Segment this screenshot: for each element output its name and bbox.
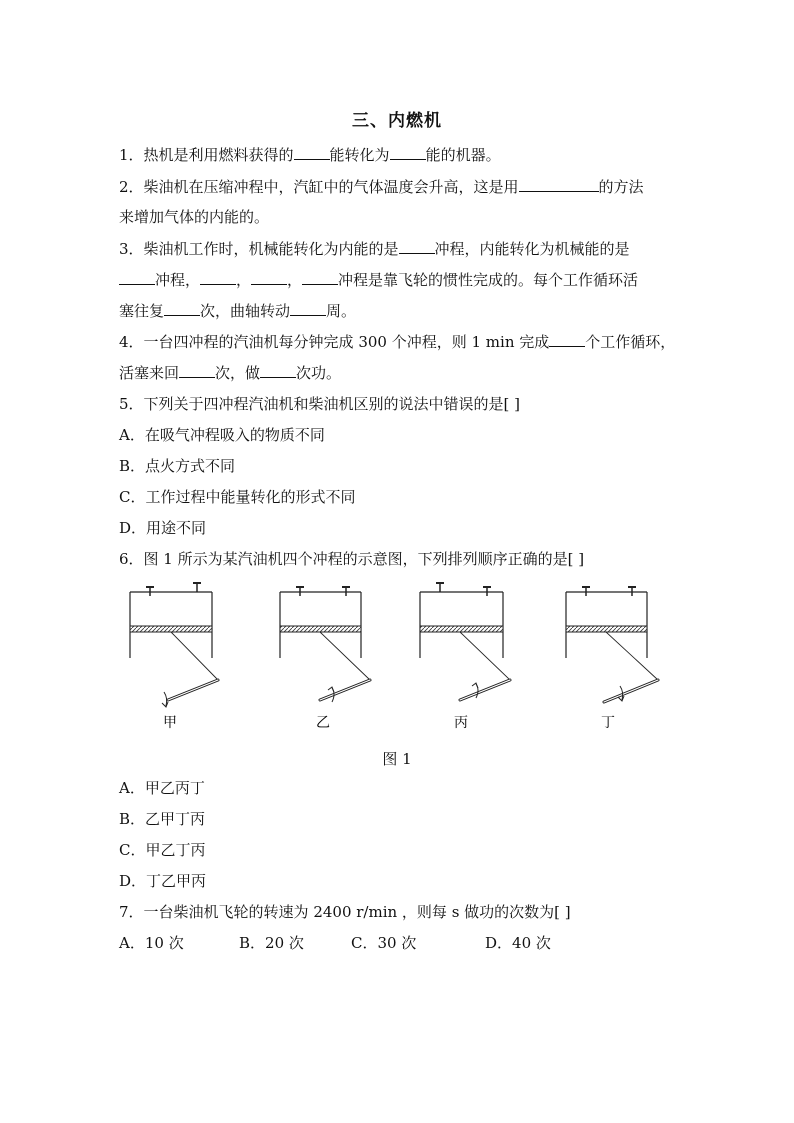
engine-stroke-diagram — [120, 580, 680, 740]
answer-blank[interactable] — [302, 269, 338, 285]
cylinder-bing — [420, 583, 510, 700]
label-bing: 丙 — [454, 715, 468, 731]
answer-blank[interactable] — [549, 331, 585, 347]
answer-blank[interactable] — [399, 238, 435, 254]
cylinder-jia — [130, 583, 218, 707]
question-2-cont: 来增加气体的内能的。 — [119, 208, 270, 226]
answer-blank[interactable] — [119, 269, 155, 285]
answer-blank[interactable] — [519, 176, 599, 192]
answer-blank[interactable] — [260, 362, 296, 378]
answer-blank[interactable] — [200, 269, 236, 285]
question-4-cont: 活塞来回 次，做 次功。 — [119, 364, 342, 382]
question-3: 3．柴油机工作时，机械能转化为内能的是 冲程，内能转化为机械能的是 — [119, 240, 630, 258]
cylinder-yi — [280, 587, 370, 702]
q6-option-d[interactable]: D．丁乙甲丙 — [119, 872, 207, 890]
label-yi: 乙 — [316, 715, 330, 731]
label-jia: 甲 — [163, 715, 177, 731]
answer-blank[interactable] — [290, 300, 326, 316]
q7-option-a[interactable]: A．10 次 — [119, 934, 184, 952]
q6-option-a[interactable]: A．甲乙丙丁 — [119, 779, 205, 797]
q5-option-a[interactable]: A．在吸气冲程吸入的物质不同 — [119, 426, 325, 444]
q6-option-c[interactable]: C．甲乙丁丙 — [119, 841, 206, 859]
question-4: 4．一台四冲程的汽油机每分钟完成 300 个冲程，则 1 min 完成 个工作循环， — [119, 333, 676, 351]
question-3-cont: 冲程， ， ， 冲程是靠飞轮的惯性完成的。每个工作循环活 — [119, 269, 638, 290]
question-5-stem: 5．下列关于四冲程汽油机和柴油机区别的说法中错误的是[ ] — [119, 395, 521, 413]
q7-option-d[interactable]: D．40 次 — [485, 934, 551, 952]
answer-blank[interactable] — [179, 362, 215, 378]
q7-options — [119, 933, 551, 953]
figure-caption: 图 1 — [382, 750, 412, 768]
q5-option-b[interactable]: B．点火方式不同 — [119, 457, 236, 475]
answer-blank[interactable] — [294, 144, 330, 160]
q5-option-d[interactable]: D．用途不同 — [119, 519, 207, 537]
q6-option-b[interactable]: B．乙甲丁丙 — [119, 810, 206, 828]
q5-option-c[interactable]: C．工作过程中能量转化的形式不同 — [119, 488, 356, 506]
q7-option-b[interactable]: B．20 次 — [239, 934, 304, 952]
answer-blank[interactable] — [164, 300, 200, 316]
question-7-stem: 7．一台柴油机飞轮的转速为 2400 r/min ，则每 s 做功的次数为[ ] — [119, 903, 571, 921]
question-3-cont2: 塞往复 次，曲轴转动 周。 — [119, 302, 357, 320]
answer-blank[interactable] — [251, 269, 287, 285]
question-2: 2．柴油机在压缩冲程中，汽缸中的气体温度会升高，这是用 的方法 — [119, 178, 644, 196]
question-1: 1．热机是利用燃料获得的 能转化为 能的机器。 — [119, 146, 501, 164]
answer-blank[interactable] — [390, 144, 426, 160]
cylinder-ding — [566, 587, 658, 702]
page-title: 三、内燃机 — [352, 111, 442, 131]
question-6-stem: 6．图 1 所示为某汽油机四个冲程的示意图，下列排列顺序正确的是[ ] — [119, 550, 585, 568]
label-ding: 丁 — [601, 715, 615, 731]
q7-option-c[interactable]: C．30 次 — [351, 934, 417, 952]
